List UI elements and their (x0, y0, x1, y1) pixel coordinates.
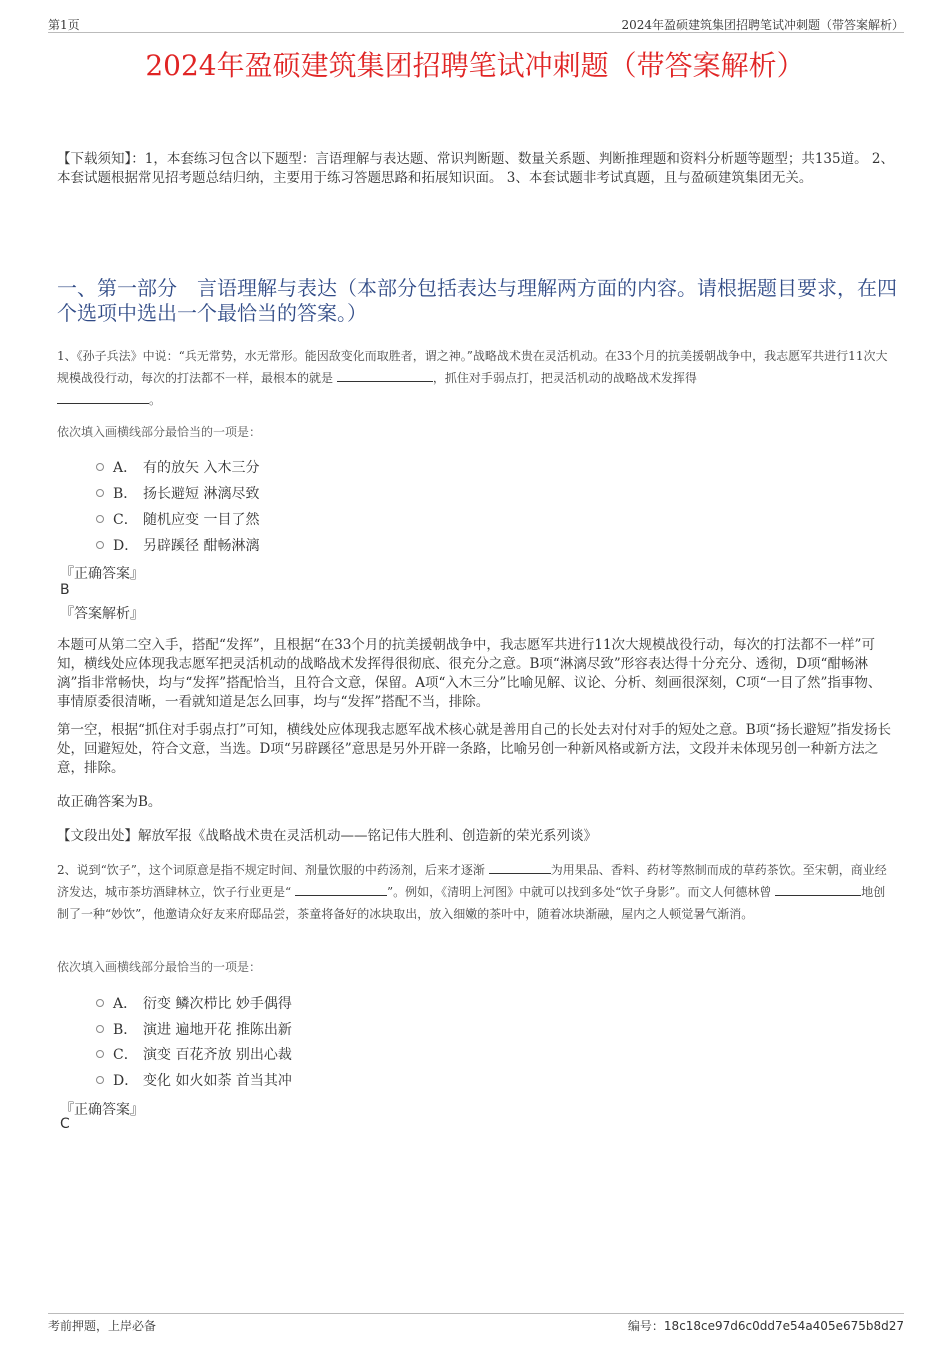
radio-icon[interactable] (96, 541, 104, 549)
radio-icon[interactable] (96, 489, 104, 497)
radio-icon[interactable] (96, 1050, 104, 1058)
radio-icon[interactable] (96, 1076, 104, 1084)
question-1-option-c[interactable]: C． 随机应变 一目了然 (96, 509, 259, 529)
question-1-analysis-p1: 本题可从第二空入手，搭配“发挥”，且根据“在33个月的抗美援朝战争中，我志愿军共进行11次大规模战役行动，每次的打法都不一样”可知，横线处应体现我志愿军把灵活机动的战略战术发挥得很彻底、很充分之意。B项“淋漓尽致”形容表达得十分充分、透彻，D项“酣畅淋漓”指非常畅快，均与“发挥”搭配恰当，且符合文意，保留。A项“入木三分”比喻见解、议论、分析、刻画很深刻，C项“一目了然”指事物、事情原委很清晰，一看就知道是怎么回事，均与“发挥”搭配不当，排除。 (57, 637, 882, 710)
radio-icon[interactable] (96, 463, 104, 471)
blank-line (775, 881, 861, 896)
question-1-answer-label: 『正确答案』 (60, 566, 144, 582)
footer-code: 编号：18c18ce97d6c0dd7e54a405e675b8d27 (627, 1319, 904, 1333)
radio-icon[interactable] (96, 999, 104, 1007)
blank-line (57, 389, 149, 404)
question-2-option-b[interactable]: B． 演进 遍地开花 推陈出新 (96, 1019, 292, 1039)
question-2-option-c[interactable]: C． 演变 百花齐放 别出心裁 (96, 1044, 292, 1064)
question-1-answer: B (60, 582, 70, 598)
document-title: 2024年盈硕建筑集团招聘笔试冲刺题（带答案解析） (145, 49, 805, 82)
blank-line (295, 881, 387, 896)
radio-icon[interactable] (96, 1025, 104, 1033)
question-1-option-d[interactable]: D． 另辟蹊径 酣畅淋漓 (96, 535, 259, 555)
question-1-analysis-p2: 第一空，根据“抓住对手弱点打”可知，横线处应体现我志愿军战术核心就是善用自己的长处去对付对手的短处之意。B项“扬长避短”指发扬长处，回避短处，符合文意，当选。D项“另辟蹊径”意思是另外开辟一条路，比喻另创一种新风格或新方法，文段并未体现另创一种新方法之意，排除。 (57, 722, 892, 776)
header-doc-title: 2024年盈硕建筑集团招聘笔试冲刺题（带答案解析） (621, 18, 904, 32)
question-2-option-a[interactable]: A． 衍变 鳞次栉比 妙手偶得 (96, 993, 292, 1013)
question-2-stem: 2、说到“饮子”，这个词原意是指不规定时间、剂量饮服的中药汤剂，后来才逐渐 为用果品、香料、药材等熬制而成的草药茶饮。至宋朝，商业经济发达，城市茶坊酒肆林立，饮子行业更是“ ”。例如，《清明上河图》中就可以找到多处“饮子身影”。而文人何德林曾 地创制了一种“妙饮”，他邀请众好友来府邸品尝，茶童将备好的冰块取出，放入细嫩的茶叶中，随着冰块渐融，屋内之人顿觉暑气渐消。 (57, 859, 897, 925)
question-1-option-a[interactable]: A． 有的放矢 入木三分 (96, 457, 259, 477)
question-1-analysis-label: 『答案解析』 (60, 606, 144, 622)
radio-icon[interactable] (96, 515, 104, 523)
page-number: 第1页 (48, 18, 80, 32)
question-2-answer: C (60, 1116, 70, 1132)
question-1-prompt: 依次填入画横线部分最恰当的一项是： (57, 425, 262, 439)
blank-line (337, 367, 433, 382)
question-2-prompt: 依次填入画横线部分最恰当的一项是： (57, 960, 262, 974)
download-notice: 【下载须知】：1，本套练习包含以下题型：言语理解与表达题、常识判断题、数量关系题、判断推理题和资料分析题等题型；共135道。 2、本套试题根据常见招考题总结归纳，主要用于练习答题思路和拓展知识面。 3、本套试题非考试真题，且与盈硕建筑集团无关。 (57, 151, 894, 186)
question-1-source: 【文段出处】解放军报《战略战术贵在灵活机动——铭记伟大胜利、创造新的荣光系列谈》 (57, 828, 597, 844)
question-1-stem: 1、《孙子兵法》中说：“兵无常势，水无常形。能因敌变化而取胜者，谓之神。”战略战术贵在灵活机动。在33个月的抗美援朝战争中，我志愿军共进行11次大规模战役行动，每次的打法都不一样，最根本的就是 ，抓住对手弱点打，把灵活机动的战略战术发挥得 。 (57, 349, 888, 407)
blank-line (489, 859, 551, 874)
question-2-answer-label: 『正确答案』 (60, 1102, 144, 1118)
page-footer (48, 1313, 904, 1333)
question-1-option-b[interactable]: B． 扬长避短 淋漓尽致 (96, 483, 259, 503)
question-2-option-d[interactable]: D． 变化 如火如荼 首当其冲 (96, 1070, 292, 1090)
question-1-conclusion: 故正确答案为B。 (57, 794, 162, 810)
section-title: 一、第一部分 言语理解与表达（本部分包括表达与理解两方面的内容。请根据题目要求，在四个选项中选出一个最恰当的答案。） (57, 276, 897, 325)
footer-slogan: 考前押题，上岸必备 (48, 1319, 157, 1333)
page-header (48, 14, 904, 33)
